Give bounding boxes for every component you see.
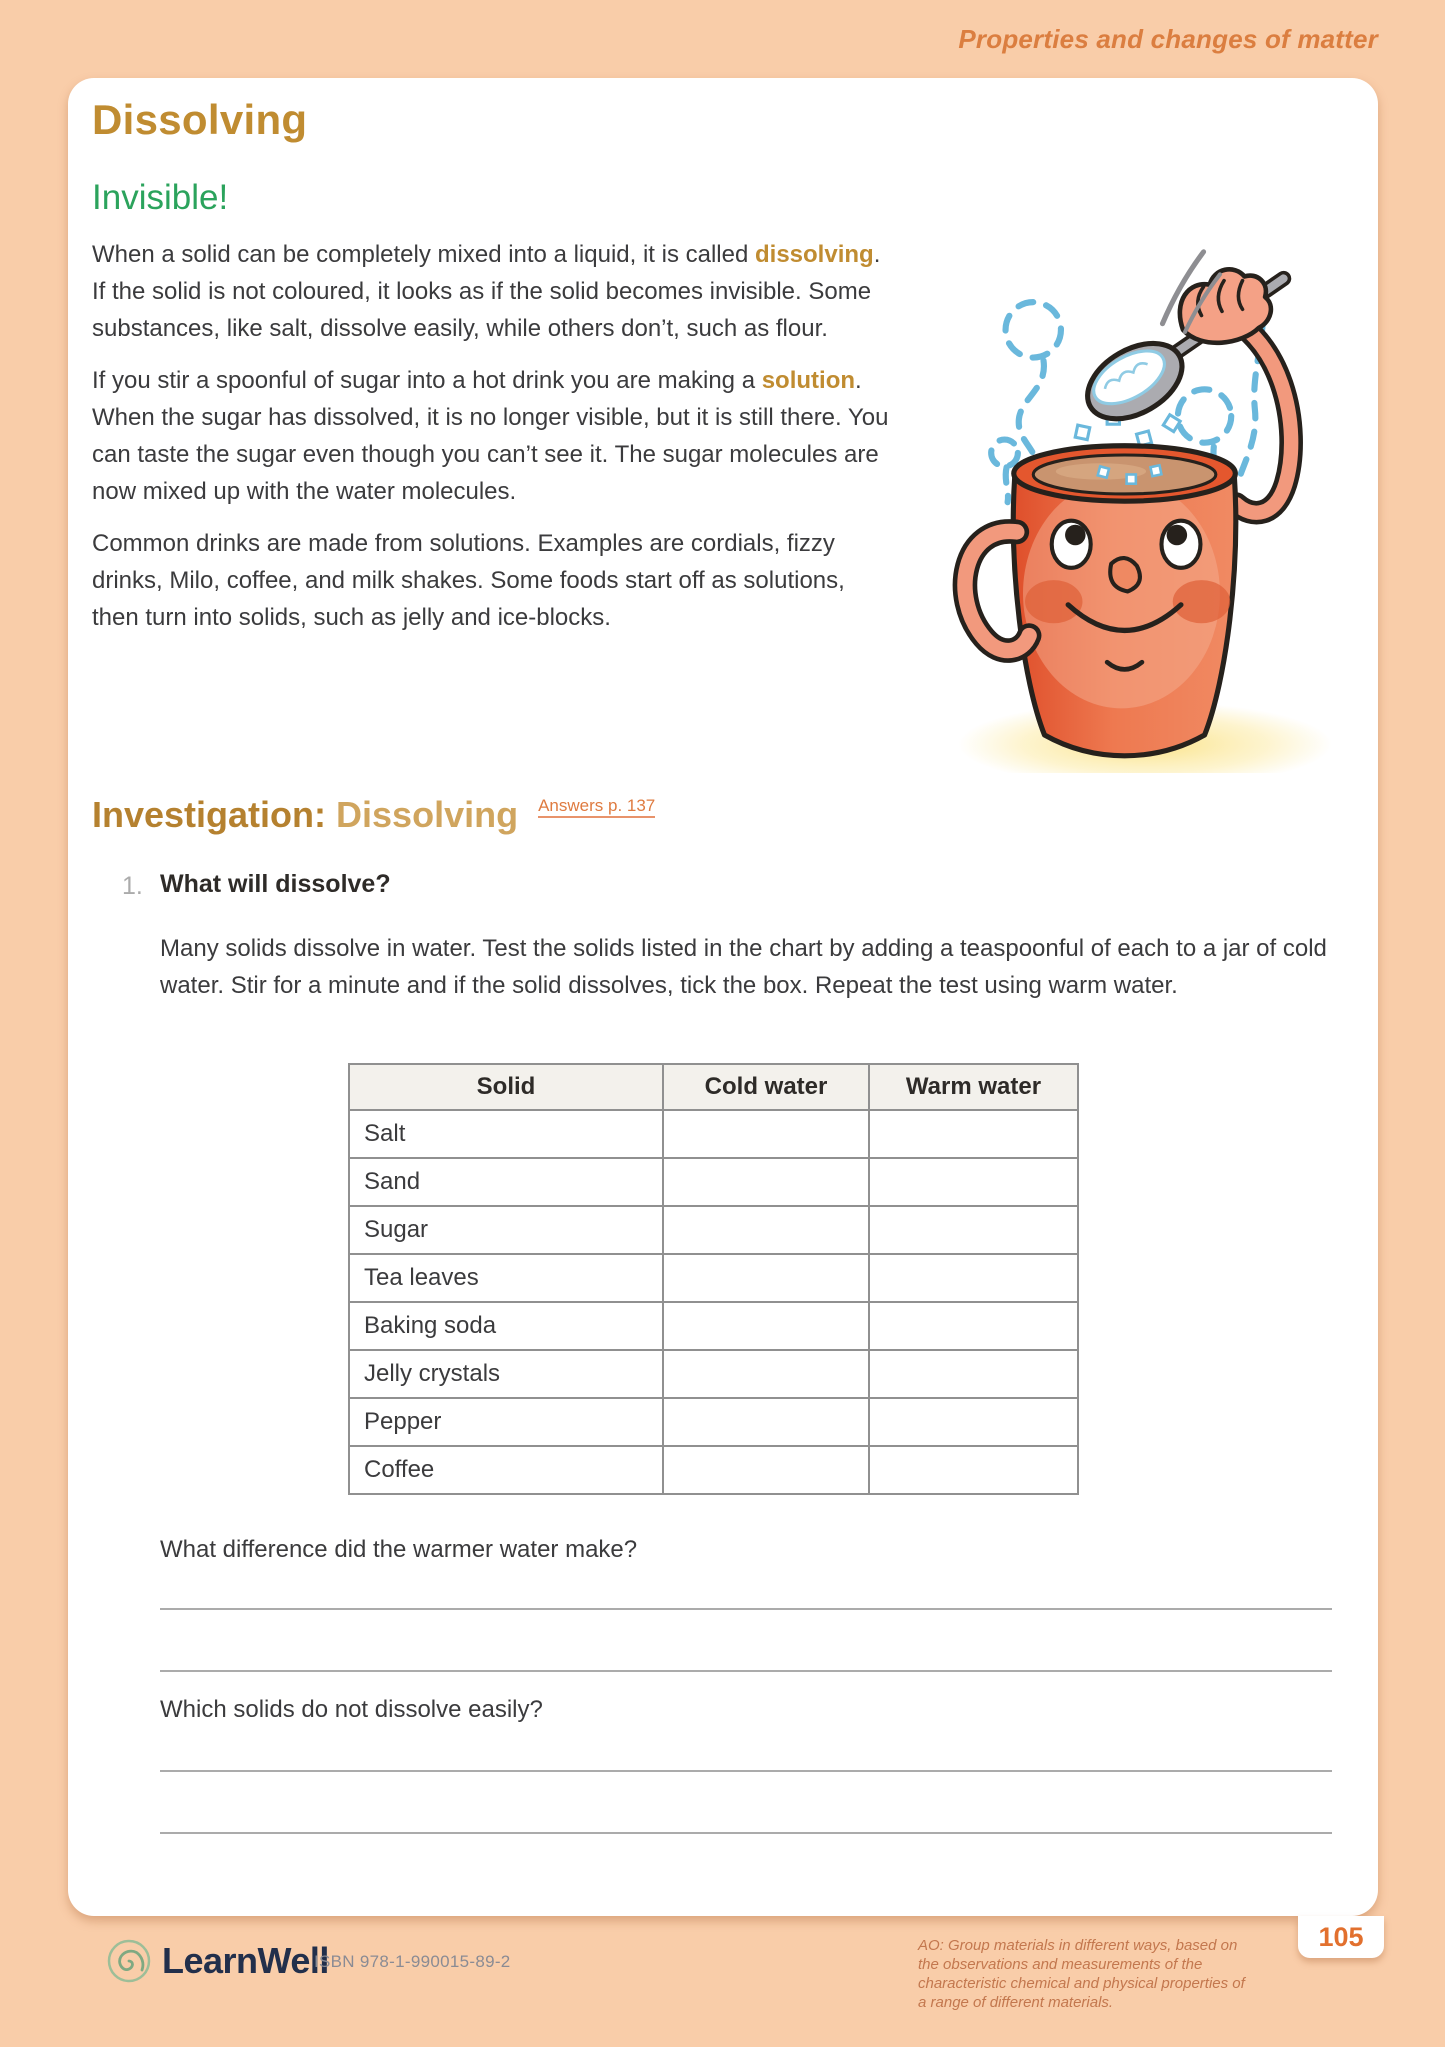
body-paragraph: [92, 525, 892, 636]
warm-water-tick-cell: [869, 1350, 1078, 1398]
paragraph-text: . When the sugar has dissolved, it is no longer visible, but it is still there. You can taste the sugar even though you can’t see it. The sugar molecules are now mixed up with the water molecules.: [92, 367, 889, 505]
cold-water-tick-cell: [663, 1110, 869, 1158]
solid-name-cell: Baking soda: [349, 1302, 663, 1350]
investigation-topic: Dissolving: [336, 794, 519, 835]
table-row: [349, 1398, 1078, 1446]
answer-line: [160, 1608, 1332, 1610]
mug-illustration: [945, 178, 1340, 773]
isbn-text: ISBN 978-1-990015-89-2: [314, 1952, 511, 1971]
intro-text: [92, 236, 892, 651]
table-row: [349, 1110, 1078, 1158]
paragraph-text: If you stir a spoonful of sugar into a hot drink you are making a: [92, 367, 762, 394]
warm-water-tick-cell: [869, 1254, 1078, 1302]
answer-line: [160, 1832, 1332, 1834]
table-row: [349, 1446, 1078, 1494]
solids-table: [348, 1063, 1079, 1495]
table-row: [349, 1206, 1078, 1254]
page-title: Dissolving: [92, 96, 308, 143]
solid-name-cell: Coffee: [349, 1446, 663, 1494]
body-paragraph: [92, 362, 892, 510]
brand-wordmark: LearnWell: [162, 1940, 329, 1981]
solid-name-cell: Tea leaves: [349, 1254, 663, 1302]
solid-name-cell: Jelly crystals: [349, 1350, 663, 1398]
column-header-warm-water: Warm water: [869, 1064, 1078, 1110]
brand-logo: [106, 1938, 329, 1984]
investigation-label: Investigation:: [92, 794, 327, 835]
paragraph-text: Common drinks are made from solutions. Examples are cordials, fizzy drinks, Milo, coffee, and milk shakes. Some foods start off as solutions, then turn into solids, such as jelly and ice-blocks.: [92, 530, 845, 631]
warm-water-tick-cell: [869, 1206, 1078, 1254]
table-row: [349, 1302, 1078, 1350]
body-paragraph: [92, 236, 892, 347]
page-number: 105: [1318, 1921, 1364, 1952]
cold-water-tick-cell: [663, 1158, 869, 1206]
learnwell-spiral-icon: [106, 1938, 152, 1984]
solid-name-cell: Sugar: [349, 1206, 663, 1254]
answer-line: [160, 1770, 1332, 1772]
table-row: [349, 1158, 1078, 1206]
table-header-row: [349, 1064, 1078, 1110]
instructions-text: Many solids dissolve in water. Test the solids listed in the chart by adding a teaspoonful of each to a jar of cold water. Stir for a minute and if the solid dissolves, tick the box. Repeat the test using warm water.: [160, 935, 1327, 999]
question-text-not-dissolve: Which solids do not dissolve easily?: [160, 1696, 543, 1723]
answers-link[interactable]: Answers p. 137: [538, 796, 655, 818]
table-row: [349, 1254, 1078, 1302]
answer-line: [160, 1670, 1332, 1672]
keyword-dissolving: dissolving: [755, 241, 874, 268]
cold-water-tick-cell: [663, 1398, 869, 1446]
solid-name-cell: Pepper: [349, 1398, 663, 1446]
question-text-warmer-water: What difference did the warmer water make?: [160, 1536, 638, 1563]
cold-water-tick-cell: [663, 1206, 869, 1254]
page-number-tab: [1298, 1916, 1384, 1958]
solid-name-cell: Salt: [349, 1110, 663, 1158]
investigation-heading: [92, 794, 655, 836]
cold-water-tick-cell: [663, 1446, 869, 1494]
column-header-solid: Solid: [349, 1064, 663, 1110]
warm-water-tick-cell: [869, 1158, 1078, 1206]
paragraph-text: When a solid can be completely mixed into a liquid, it is called: [92, 241, 755, 268]
warm-water-tick-cell: [869, 1446, 1078, 1494]
warm-water-tick-cell: [869, 1398, 1078, 1446]
column-header-cold-water: Cold water: [663, 1064, 869, 1110]
question-title: What will dissolve?: [160, 870, 391, 898]
warm-water-tick-cell: [869, 1110, 1078, 1158]
section-heading: Invisible!: [92, 178, 229, 217]
solid-name-cell: Sand: [349, 1158, 663, 1206]
paragraph-text: . If the solid is not coloured, it looks as if the solid becomes invisible. Some substances, like salt, dissolve easily, while others don’t, such as flour.: [92, 241, 881, 342]
chapter-header: Properties and changes of matter: [958, 24, 1378, 54]
cold-water-tick-cell: [663, 1302, 869, 1350]
warm-water-tick-cell: [869, 1302, 1078, 1350]
content-card: [68, 78, 1378, 1916]
cold-water-tick-cell: [663, 1254, 869, 1302]
table-row: [349, 1350, 1078, 1398]
keyword-solution: solution: [761, 367, 856, 394]
question-number: 1.: [122, 872, 143, 900]
ao-note: AO: Group materials in different ways, based on the observations and measurements of the characteristic chemical and physical properties of a range of different materials.: [918, 1937, 1245, 2011]
cold-water-tick-cell: [663, 1350, 869, 1398]
